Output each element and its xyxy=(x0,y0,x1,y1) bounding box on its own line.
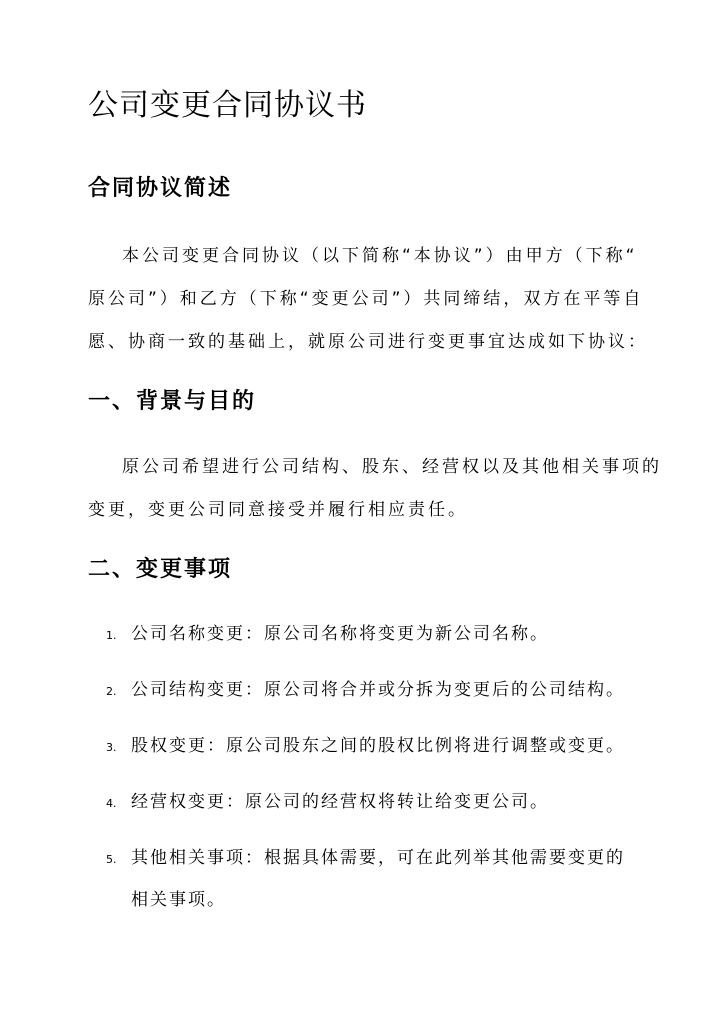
list-item-number: 2. xyxy=(106,685,117,698)
list-item-text: 公司名称变更：原公司名称将变更为新公司名称。 xyxy=(131,624,549,644)
summary-paragraph-line: 原公司”）和乙方（下称“变更公司”）共同缔结，双方在平等自 xyxy=(88,289,644,309)
list-item-text: 经营权变更：原公司的经营权将转让给变更公司。 xyxy=(131,792,549,812)
section-heading-background: 一、背景与目的 xyxy=(88,389,257,414)
list-item-number: 5. xyxy=(106,853,117,866)
list-item-text: 股权变更：原公司股东之间的股权比例将进行调整或变更。 xyxy=(131,736,625,756)
summary-paragraph-line: 愿、协商一致的基础上，就原公司进行变更事宜达成如下协议： xyxy=(88,332,648,352)
list-item-text: 相关事项。 xyxy=(131,890,226,910)
list-item-number: 1. xyxy=(106,629,117,642)
list-item-text: 公司结构变更：原公司将合并或分拆为变更后的公司结构。 xyxy=(131,680,625,700)
list-item-number: 4. xyxy=(106,797,117,810)
background-paragraph-line: 原公司希望进行公司结构、股东、经营权以及其他相关事项的 xyxy=(122,457,662,477)
section-heading-changes: 二、变更事项 xyxy=(88,557,233,582)
list-item-text: 其他相关事项：根据具体需要，可在此列举其他需要变更的 xyxy=(131,848,625,868)
document-title: 公司变更合同协议书 xyxy=(88,88,367,123)
summary-paragraph-line: 本公司变更合同协议（以下简称“本协议”）由甲方（下称“ xyxy=(122,246,638,266)
list-item-number: 3. xyxy=(106,741,117,754)
background-paragraph-line: 变更，变更公司同意接受并履行相应责任。 xyxy=(88,500,468,520)
section-heading-summary: 合同协议简述 xyxy=(88,176,233,201)
